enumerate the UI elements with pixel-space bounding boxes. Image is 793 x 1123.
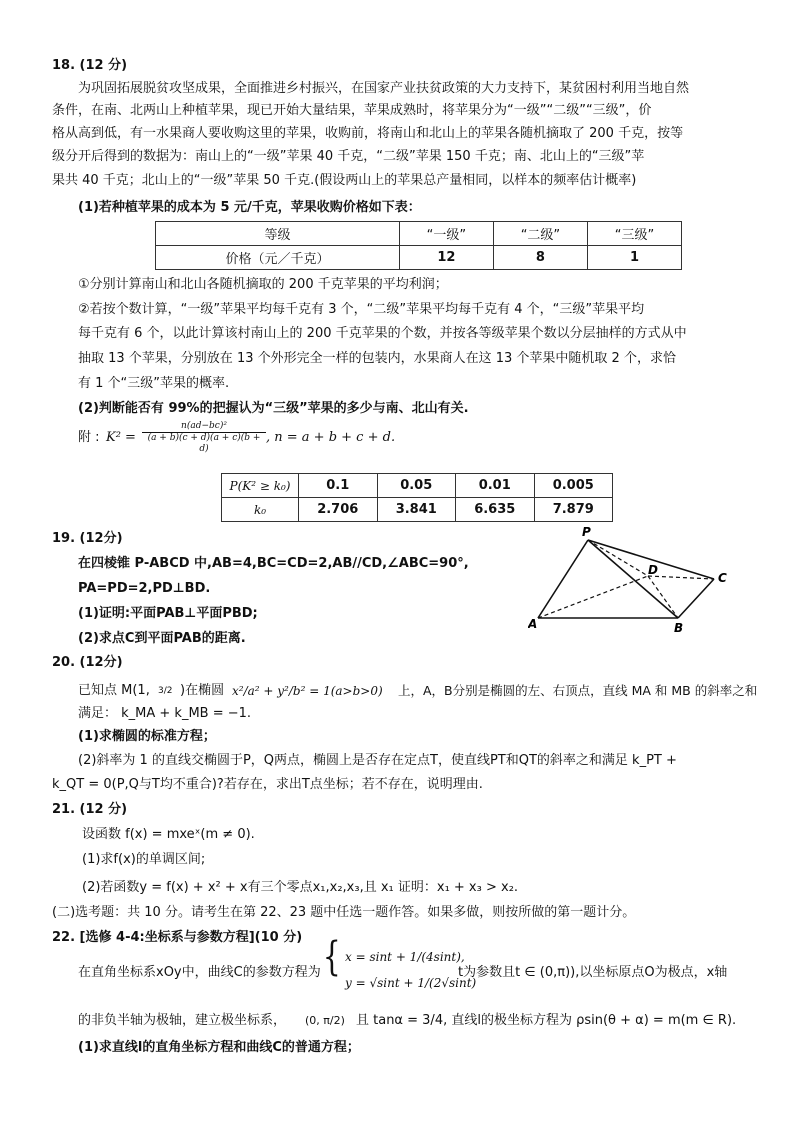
q21-line1: 设函数 f(x) = mxeˣ(m ≠ 0). [82,827,255,842]
table-cell: 12 [399,246,493,270]
table-row [222,498,613,522]
table-cell: 0.01 [456,474,535,498]
table-header-cell: 等级 [156,222,400,246]
q18-sub2-line: 有 1 个“三级”苹果的概率. [78,376,230,391]
q21-heading: 21. (12 分) [52,802,128,817]
q21-line2: (1)求f(x)的单调区间; [82,852,206,867]
table-row [156,222,682,246]
q18-para-line: 格从高到低，有一水果商人要收购这里的苹果，收购前，将南山和北山上的苹果各随机摘取了 200 千克，按等 [52,126,684,141]
table-header-cell: “二级” [493,222,587,246]
q18-part2: (2)判断能否有 99%的把握认为“三级”苹果的多少与南、北山有关. [78,401,469,416]
vertex-label-b: B [674,621,684,635]
table-cell: 0.05 [377,474,456,498]
table-cell: 2.706 [299,498,378,522]
q18-heading: 18. (12 分) [52,58,128,73]
q18-sub1: ①分别计算南山和北山各随机摘取的 200 千克苹果的平均利润； [78,277,448,292]
q20-line1-b: )在椭圆 [180,683,225,698]
q20-line5: k_QT = 0(P,Q与T均不重合)?若存在，求出T点坐标；若不存在，说明理由. [52,777,483,792]
q18-para-line: 条件，在南、北两山上种植苹果，现已开始大量结果，苹果成熟时，将苹果分为“一级”“二级”“三级”，价 [52,103,652,118]
q18-part1: (1)若种植苹果的成本为 5 元/千克，苹果收购价格如下表： [78,200,421,215]
table-cell: 7.879 [534,498,613,522]
price-table [155,221,682,270]
table-cell: 1 [587,246,681,270]
table-cell: 6.635 [456,498,535,522]
q22-line2-a: 的非负半轴为极轴，建立极坐标系， [78,1013,287,1028]
q22-line1-b: t为参数且t ∈ (0,π)),以坐标原点O为极点，x轴 [458,965,728,980]
q20-line2: 满足： k_MA + k_MB = −1. [78,706,252,721]
q22-line1-a: 在直角坐标系xOy中，曲线C的参数方程为 [78,965,321,980]
q20-line3: (1)求椭圆的标准方程； [78,729,216,744]
table-cell: 8 [493,246,587,270]
table-cell: 0.1 [299,474,378,498]
q19-line: (2)求点C到平面PAB的距离. [78,631,246,646]
q22-alpha-interval: (0, π/2) [305,1014,345,1027]
pyramid-edges [538,540,714,618]
formula-numerator: n(ad−bc)² [181,421,227,431]
table-cell: 价格（元／千克） [156,246,400,270]
q18-para-line: 级分开后得到的数据为：南山上的“一级”苹果 40 千克，“二级”苹果 150 千克；南、北山上的“三级”苹 [52,149,645,164]
formula-fraction [142,421,266,455]
q19-line: 在四棱锥 P-ABCD 中,AB=4,BC=CD=2,AB//CD,∠ABC=90°, [78,556,469,571]
q19-heading: 19. (12分) [52,531,123,546]
q22-param-x: x = sint + 1/(4sint), [345,950,465,964]
q20-line4: (2)斜率为 1 的直线交椭圆于P，Q两点，椭圆上是否存在定点T，使直线PT和QT的斜率之和满足 k_PT + [78,753,677,768]
vertex-label-c: C [718,571,727,585]
q18-sub2-line: ②若按个数计算，“一级”苹果平均每千克有 3 个，“二级”苹果平均每千克有 4 个，“三级”苹果平均 [78,302,645,317]
critical-value-table [221,473,613,522]
formula-denominator: (a + b)(c + d)(a + c)(b + d) [142,432,266,455]
q18-sub2-line: 每千克有 6 个，以此计算该村南山上的 200 千克苹果的个数，并按各等级苹果个数以分层抽样的方式从中 [78,326,687,341]
vertex-label-a: A [528,617,538,631]
q22-heading: 22. [选修 4-4:坐标系与参数方程](10 分) [52,930,303,945]
system-brace: { [322,934,341,980]
table-header-cell: P(K² ≥ k₀) [222,474,299,498]
elective-instructions: (二)选考题：共 10 分。请考生在第 22、23 题中任选一题作答。如果多做，则按所做的第一题计分。 [52,905,636,920]
q18-sub2-line: 抽取 13 个苹果，分别放在 13 个外形完全一样的包装内，水果商人在这 13 个苹果中随机取 2 个，求恰 [78,351,676,366]
vertex-label-d: D [648,563,658,577]
vertex-label-p: P [582,525,591,539]
formula-tail: , n = a + b + c + d. [266,430,396,445]
q20-ellipse-equation: x²/a² + y²/b² = 1(a>b>0) [232,684,383,698]
table-row [156,246,682,270]
q21-line3: (2)若函数y = f(x) + x² + x有三个零点x₁,x₂,x₃,且 x₁ 证明：x₁ + x₃ > x₂. [82,880,519,895]
q18-para-line: 为巩固拓展脱贫攻坚成果，全面推进乡村振兴，在国家产业扶贫政策的大力支持下，某贫困村利用当地自然 [78,81,690,96]
formula-lhs: K² = [106,430,136,445]
table-header-cell: k₀ [222,498,299,522]
appendix-label: 附 : [78,430,100,445]
q20-point-fraction: 3/2 [158,686,173,696]
q20-line1-c: 上，A，B分别是椭圆的左、右顶点，直线 MA 和 MB 的斜率之和 [398,683,758,698]
q22-param-y: y = √sint + 1/(2√sint) [345,976,477,990]
pyramid-figure [528,524,738,636]
q19-line: PA=PD=2,PD⊥BD. [78,581,211,596]
q18-para-line: 果共 40 千克；北山上的“一级”苹果 50 千克.(假设两山上的苹果总产量相同，以样本的频率估计概率) [52,173,637,188]
q22-line3: (1)求直线l的直角坐标方程和曲线C的普通方程； [78,1040,360,1055]
table-cell: 0.005 [534,474,613,498]
table-header-cell: “三级” [587,222,681,246]
q20-heading: 20. (12分) [52,655,123,670]
table-row [222,474,613,498]
table-cell: 3.841 [377,498,456,522]
table-header-cell: “一级” [399,222,493,246]
q22-line2-b: 且 tanα = 3/4, 直线l的极坐标方程为 ρsin(θ + α) = m(m ∈ R). [356,1013,737,1028]
q20-line1-a: 已知点 M(1, [78,683,150,698]
q19-line: (1)证明:平面PAB⊥平面PBD; [78,606,258,621]
